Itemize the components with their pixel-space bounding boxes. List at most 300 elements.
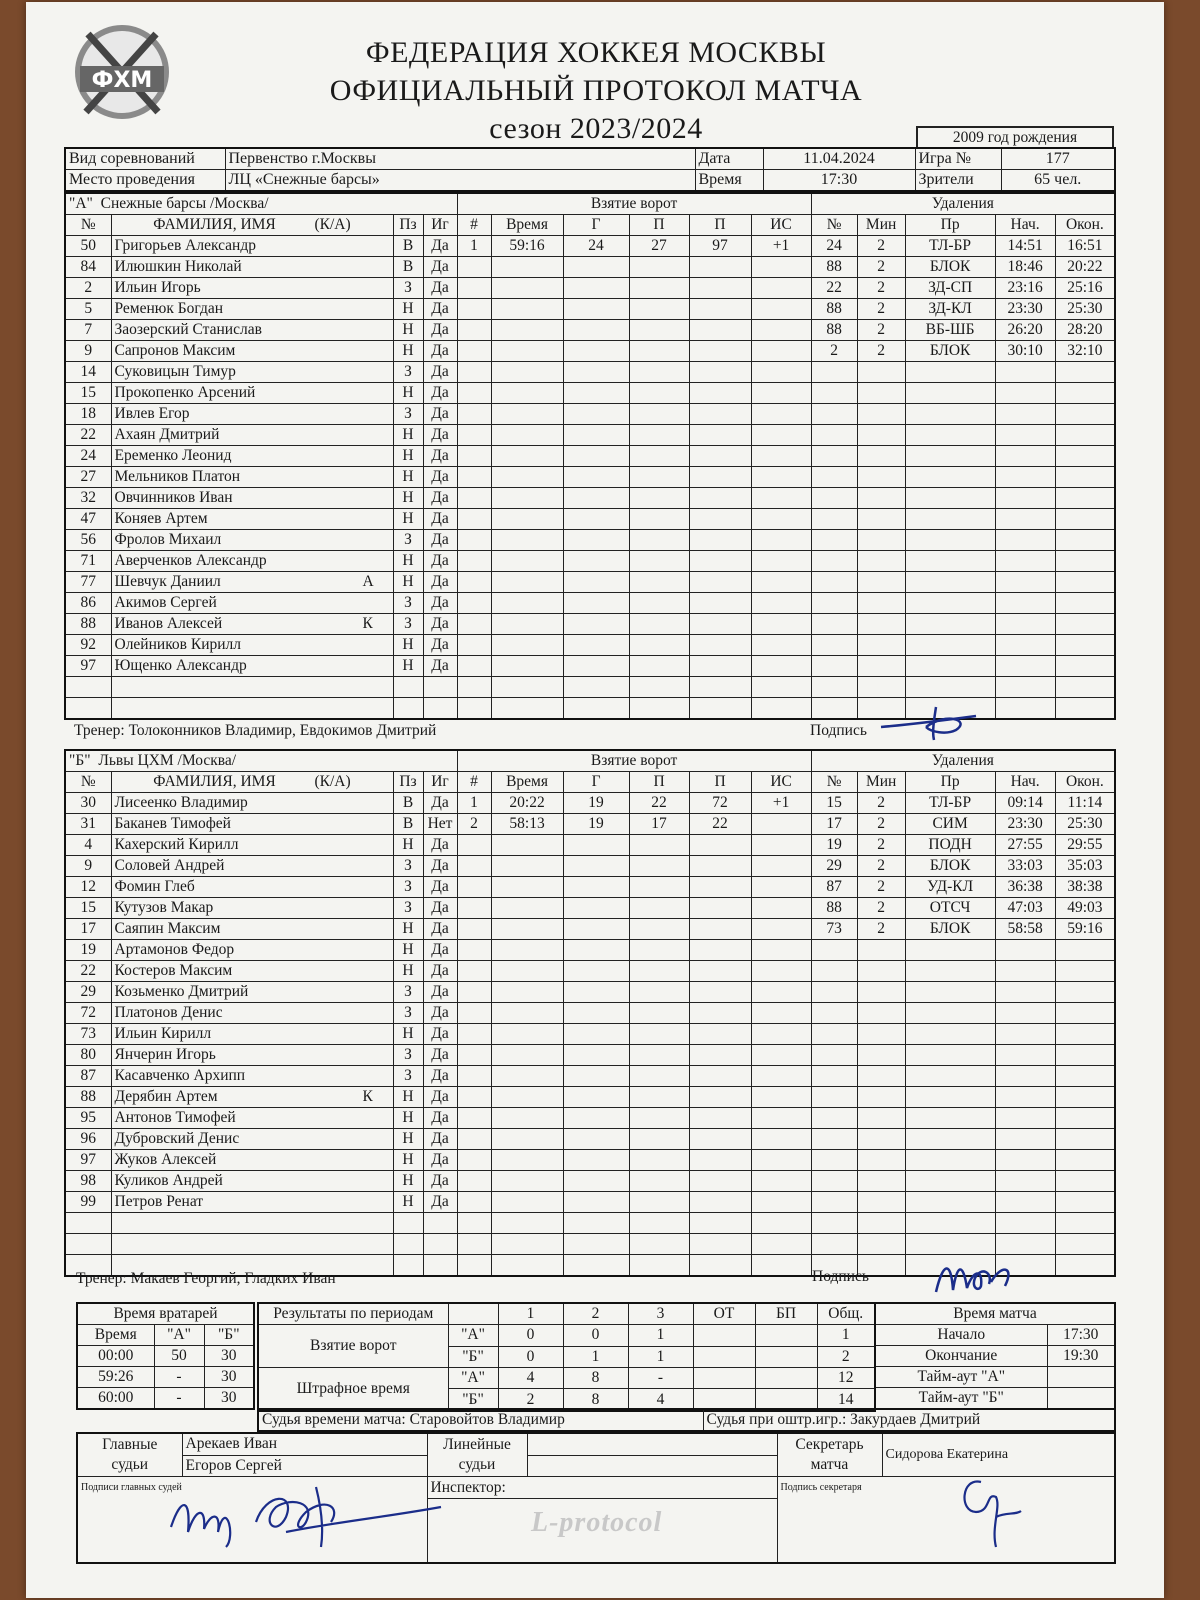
- linesman-2: [527, 1455, 777, 1477]
- goal-scorer: [563, 1003, 629, 1024]
- penalty-start: [995, 530, 1055, 551]
- penalty-minutes: [857, 1066, 905, 1087]
- player-cell: [111, 835, 393, 856]
- results-title: Результаты по периодам: [258, 1303, 448, 1325]
- penalty-player: [811, 1129, 857, 1150]
- player-position: З: [393, 362, 423, 383]
- player-number: 86: [65, 593, 111, 614]
- goal-idx: [457, 278, 491, 299]
- penalty-start: 47:03: [995, 898, 1055, 919]
- player-cell: [111, 593, 393, 614]
- goal-time: [491, 898, 563, 919]
- player-position: Н: [393, 1129, 423, 1150]
- team-tag: "Б": [69, 752, 91, 769]
- penalty-end: [1055, 593, 1115, 614]
- table-row: [65, 1087, 1115, 1108]
- watermark: L-protocol: [531, 1507, 663, 1538]
- goal-time: [491, 1171, 563, 1192]
- goal-scorer: [563, 961, 629, 982]
- penalty-minutes: 2: [857, 320, 905, 341]
- penalty-player: 24: [811, 236, 857, 257]
- goal-assist-1: [629, 425, 689, 446]
- penalty-reason: [905, 383, 995, 404]
- penalty-reason: [905, 1024, 995, 1045]
- player-cell: [111, 1087, 393, 1108]
- penalty-start: 23:16: [995, 278, 1055, 299]
- table-row: [65, 341, 1115, 362]
- penalty-player: [811, 404, 857, 425]
- goal-type: [751, 919, 811, 940]
- goal-assist-2: [689, 467, 751, 488]
- team-name: Львы ЦХМ /Москва/: [98, 752, 237, 769]
- penalty-reason: [905, 656, 995, 677]
- col-position: Пз: [393, 215, 423, 236]
- penalty-end: 59:16: [1055, 919, 1115, 940]
- player-number: 14: [65, 362, 111, 383]
- secretary-sig-cell: [777, 1477, 1115, 1564]
- goal-assist-2: [689, 383, 751, 404]
- goal-type: [751, 488, 811, 509]
- goal-type: [751, 509, 811, 530]
- goal-assist-2: [689, 1129, 751, 1150]
- penalties-title: Удаления: [811, 750, 1115, 772]
- player-number: 87: [65, 1066, 111, 1087]
- goal-time: [491, 341, 563, 362]
- table-row: [65, 877, 1115, 898]
- goal-type: [751, 635, 811, 656]
- player-position: [393, 698, 423, 720]
- penalty-start: [995, 635, 1055, 656]
- goal-time: [491, 635, 563, 656]
- table-row: [65, 919, 1115, 940]
- penalty-reason: [905, 467, 995, 488]
- results-p3: 3: [628, 1303, 693, 1325]
- goals-title: Взятие ворот: [457, 750, 811, 772]
- goal-type: [751, 467, 811, 488]
- penalty-minutes: [857, 446, 905, 467]
- goalie-h-time: Время: [77, 1325, 154, 1346]
- player-played: Да: [423, 1192, 457, 1213]
- goal-assist-1: [629, 940, 689, 961]
- goal-type: [751, 341, 811, 362]
- goal-scorer: [563, 835, 629, 856]
- goal-assist-1: [629, 877, 689, 898]
- col-ka: (К/А): [314, 773, 351, 790]
- goal-assist-2: 72: [689, 793, 751, 814]
- player-cell: [111, 299, 393, 320]
- match-end-label: Окончание: [875, 1346, 1047, 1367]
- penalty-end: [1055, 940, 1115, 961]
- player-cell: [111, 446, 393, 467]
- goal-time: [491, 1255, 563, 1277]
- col-pen-min: Мин: [857, 772, 905, 793]
- penalty-reason: [905, 425, 995, 446]
- goalie-row-b: 30: [204, 1388, 254, 1410]
- goal-type: [751, 404, 811, 425]
- goal-time: [491, 1003, 563, 1024]
- table-row: [65, 1150, 1115, 1171]
- player-number: 7: [65, 320, 111, 341]
- goal-scorer: [563, 1066, 629, 1087]
- player-name: Платонов Денис: [114, 1004, 223, 1021]
- goal-assist-2: [689, 1171, 751, 1192]
- penalty-player: [811, 1234, 857, 1255]
- penalty-reason: [905, 488, 995, 509]
- table-row: [65, 656, 1115, 677]
- player-number: 80: [65, 1045, 111, 1066]
- player-name: Прокопенко Арсений: [114, 384, 256, 401]
- penalty-reason: [905, 1108, 995, 1129]
- player-played: Да: [423, 919, 457, 940]
- penalty-end: [1055, 1024, 1115, 1045]
- penalty-start: [995, 1045, 1055, 1066]
- player-number: 29: [65, 982, 111, 1003]
- penalty-minutes: [857, 425, 905, 446]
- goalie-row-b: 30: [204, 1346, 254, 1367]
- penalty-minutes: [857, 1150, 905, 1171]
- player-cell: [111, 341, 393, 362]
- goal-type: [751, 551, 811, 572]
- penalty-minutes: 2: [857, 278, 905, 299]
- goal-scorer: [563, 877, 629, 898]
- goalie-row-a: -: [154, 1367, 204, 1388]
- col-pen-number: №: [811, 772, 857, 793]
- player-number: 22: [65, 961, 111, 982]
- goal-time: [491, 383, 563, 404]
- penalty-player: [811, 467, 857, 488]
- player-name: Коняев Артем: [114, 510, 208, 527]
- player-cell: [111, 1171, 393, 1192]
- goal-assist-1: [629, 383, 689, 404]
- col-assist-2: П: [689, 215, 751, 236]
- goal-idx: [457, 614, 491, 635]
- penalty-start: 18:46: [995, 257, 1055, 278]
- table-row: [65, 572, 1115, 593]
- player-name: Суковицын Тимур: [114, 363, 236, 380]
- player-played: Да: [423, 898, 457, 919]
- col-assist-1: П: [629, 772, 689, 793]
- goal-time: [491, 1213, 563, 1234]
- player-played: [423, 1213, 457, 1234]
- goal-scorer: [563, 551, 629, 572]
- penalty-reason: [905, 1045, 995, 1066]
- player-played: Да: [423, 635, 457, 656]
- goal-type: [751, 898, 811, 919]
- goal-time: 58:13: [491, 814, 563, 835]
- match-start-label: Начало: [875, 1325, 1047, 1346]
- player-played: Да: [423, 1087, 457, 1108]
- player-position: Н: [393, 1192, 423, 1213]
- player-name: Козьменко Дмитрий: [114, 983, 249, 1000]
- player-cell: [111, 1108, 393, 1129]
- penalty-reason: [905, 1150, 995, 1171]
- player-name: Фомин Глеб: [114, 878, 195, 895]
- penalty-end: 20:22: [1055, 257, 1115, 278]
- penalty-minutes: [857, 593, 905, 614]
- player-played: Да: [423, 467, 457, 488]
- player-number: 5: [65, 299, 111, 320]
- goal-scorer: 19: [563, 814, 629, 835]
- penalty-minutes: [857, 656, 905, 677]
- player-played: [423, 677, 457, 698]
- team-name: Снежные барсы /Москва/: [100, 195, 269, 212]
- table-row: [65, 425, 1115, 446]
- game-label: Игра №: [915, 148, 1001, 170]
- penalty-start: [995, 1003, 1055, 1024]
- goal-type: [751, 383, 811, 404]
- player-name: Жуков Алексей: [114, 1151, 217, 1168]
- penalty-minutes: [857, 614, 905, 635]
- penalty-end: [1055, 982, 1115, 1003]
- line-refs-label-2: судьи: [458, 1456, 496, 1473]
- team-a-coach: Толоконников Владимир, Евдокимов Дмитрий: [128, 722, 437, 739]
- penalty-reason: [905, 404, 995, 425]
- player-position: Н: [393, 572, 423, 593]
- timeout-b: [1047, 1388, 1115, 1410]
- goal-idx: [457, 677, 491, 698]
- goal-idx: [457, 1024, 491, 1045]
- goal-assist-2: [689, 530, 751, 551]
- penalty-reason: [905, 446, 995, 467]
- team-b-coach: Макаев Георгий, Гладких Иван: [130, 1270, 336, 1287]
- goal-assist-2: 22: [689, 814, 751, 835]
- penalty-end: 25:16: [1055, 278, 1115, 299]
- goal-assist-1: [629, 509, 689, 530]
- goal-idx: [457, 961, 491, 982]
- penalty-reason: [905, 982, 995, 1003]
- goal-assist-2: [689, 320, 751, 341]
- table-row: [65, 1192, 1115, 1213]
- goal-assist-1: 17: [629, 814, 689, 835]
- goal-time: [491, 856, 563, 877]
- player-cell: [111, 236, 393, 257]
- player-number: 47: [65, 509, 111, 530]
- penalty-player: 2: [811, 341, 857, 362]
- penalty-minutes: [857, 488, 905, 509]
- player-position: З: [393, 982, 423, 1003]
- goal-time: [491, 614, 563, 635]
- penalty-end: 29:55: [1055, 835, 1115, 856]
- penalty-minutes: [857, 1087, 905, 1108]
- goal-assist-1: [629, 656, 689, 677]
- pen-a-total: 12: [817, 1368, 875, 1389]
- goal-scorer: [563, 1087, 629, 1108]
- player-cell: [111, 1003, 393, 1024]
- goal-assist-2: [689, 982, 751, 1003]
- goal-scorer: [563, 1045, 629, 1066]
- penalty-player: [811, 982, 857, 1003]
- goal-type: [751, 1234, 811, 1255]
- goal-time: [491, 1234, 563, 1255]
- goal-idx: [457, 320, 491, 341]
- player-played: Да: [423, 1066, 457, 1087]
- goal-type: [751, 982, 811, 1003]
- goal-scorer: [563, 698, 629, 720]
- goal-time: [491, 961, 563, 982]
- match-start: 17:30: [1047, 1325, 1115, 1346]
- penalty-player: [811, 1024, 857, 1045]
- penalty-player: [811, 1045, 857, 1066]
- goal-type: +1: [751, 793, 811, 814]
- goal-idx: [457, 425, 491, 446]
- goal-assist-2: [689, 1108, 751, 1129]
- goal-idx: [457, 551, 491, 572]
- player-position: З: [393, 404, 423, 425]
- goal-idx: [457, 446, 491, 467]
- goal-type: [751, 814, 811, 835]
- goal-assist-1: [629, 299, 689, 320]
- player-played: Да: [423, 362, 457, 383]
- penalty-player: [811, 656, 857, 677]
- penalty-reason: [905, 940, 995, 961]
- table-row: [65, 236, 1115, 257]
- penalty-minutes: [857, 1171, 905, 1192]
- match-time-title: Время матча: [875, 1303, 1115, 1325]
- player-number: 56: [65, 530, 111, 551]
- player-name: Артамонов Федор: [114, 941, 235, 958]
- goal-time: [491, 877, 563, 898]
- player-played: Нет: [423, 814, 457, 835]
- player-played: Да: [423, 488, 457, 509]
- goal-assist-2: [689, 1024, 751, 1045]
- penalty-player: [811, 425, 857, 446]
- goal-idx: [457, 1150, 491, 1171]
- player-played: Да: [423, 1150, 457, 1171]
- penalty-player: [811, 446, 857, 467]
- penalty-end: [1055, 404, 1115, 425]
- penalty-minutes: 2: [857, 236, 905, 257]
- player-name: Иванов Алексей: [114, 615, 223, 632]
- goal-assist-1: [629, 1213, 689, 1234]
- player-name: Саяпин Максим: [114, 920, 221, 937]
- goal-scorer: [563, 383, 629, 404]
- penalty-start: [995, 446, 1055, 467]
- player-number: 15: [65, 898, 111, 919]
- player-number: 92: [65, 635, 111, 656]
- goal-assist-2: 97: [689, 236, 751, 257]
- goal-assist-1: [629, 593, 689, 614]
- player-name: Касавченко Архипп: [114, 1067, 246, 1084]
- player-played: Да: [423, 593, 457, 614]
- player-cell: [111, 982, 393, 1003]
- goal-type: [751, 257, 811, 278]
- table-row: [65, 320, 1115, 341]
- player-played: Да: [423, 257, 457, 278]
- table-row: [65, 1066, 1115, 1087]
- goalie-h-b: "Б": [204, 1325, 254, 1346]
- penalty-reason: [905, 614, 995, 635]
- player-role: А: [362, 573, 374, 590]
- player-played: Да: [423, 1171, 457, 1192]
- col-position: Пз: [393, 772, 423, 793]
- goal-idx: [457, 467, 491, 488]
- goal-idx: [457, 572, 491, 593]
- pen-b-p1: 2: [498, 1389, 563, 1411]
- penalty-player: 88: [811, 898, 857, 919]
- table-row: [65, 1045, 1115, 1066]
- penalty-end: [1055, 362, 1115, 383]
- goal-type: [751, 1024, 811, 1045]
- goal-assist-1: [629, 835, 689, 856]
- goal-idx: [457, 1192, 491, 1213]
- goal-idx: [457, 982, 491, 1003]
- penalty-reason: УД-КЛ: [905, 877, 995, 898]
- goals-b-p2: 1: [563, 1346, 628, 1368]
- penalty-player: [811, 677, 857, 698]
- player-number: [65, 1213, 111, 1234]
- penalty-start: 36:38: [995, 877, 1055, 898]
- penalty-minutes: [857, 1045, 905, 1066]
- goal-idx: [457, 1108, 491, 1129]
- player-position: З: [393, 614, 423, 635]
- inspector-label: Инспектор:: [430, 1478, 506, 1496]
- table-row: [65, 814, 1115, 835]
- goal-assist-1: [629, 488, 689, 509]
- player-number: 4: [65, 835, 111, 856]
- penalty-start: [995, 488, 1055, 509]
- penalty-minutes: [857, 1234, 905, 1255]
- date-label: Дата: [695, 148, 763, 170]
- penalty-reason: ОТСЧ: [905, 898, 995, 919]
- secretary-sig-label: Подпись секретаря: [780, 1482, 862, 1493]
- team-tag: "А": [69, 195, 93, 212]
- player-position: Н: [393, 961, 423, 982]
- player-position: Н: [393, 1150, 423, 1171]
- goal-scorer: 24: [563, 236, 629, 257]
- player-name: Мельников Платон: [114, 468, 241, 485]
- penalty-start: [995, 677, 1055, 698]
- goal-scorer: [563, 919, 629, 940]
- player-name: Олейников Кирилл: [114, 636, 242, 653]
- title-protocol: ОФИЦИАЛЬНЫЙ ПРОТОКОЛ МАТЧА: [329, 74, 863, 107]
- goal-assist-1: [629, 1108, 689, 1129]
- col-goal-time: Время: [491, 215, 563, 236]
- results-team-a: "А": [448, 1325, 498, 1347]
- col-pen-number: №: [811, 215, 857, 236]
- penalty-start: [995, 593, 1055, 614]
- goal-idx: [457, 341, 491, 362]
- penalty-end: 28:20: [1055, 320, 1115, 341]
- col-number: №: [65, 772, 111, 793]
- player-number: 15: [65, 383, 111, 404]
- goal-time: [491, 509, 563, 530]
- penalty-start: [995, 1192, 1055, 1213]
- col-goal-time: Время: [491, 772, 563, 793]
- penalty-reason: [905, 677, 995, 698]
- goalie-row-time: 00:00: [77, 1346, 154, 1367]
- penalty-player: [811, 1066, 857, 1087]
- penalty-judge: Судья при оштр.игр.: Закурдаев Дмитрий: [703, 1409, 1115, 1431]
- player-cell: [111, 677, 393, 698]
- goal-assist-1: [629, 404, 689, 425]
- player-cell: [111, 320, 393, 341]
- player-name: Сапронов Максим: [114, 342, 236, 359]
- goal-type: [751, 1066, 811, 1087]
- penalty-start: [995, 1129, 1055, 1150]
- goal-assist-2: [689, 1045, 751, 1066]
- penalty-end: [1055, 467, 1115, 488]
- penalty-reason: ВБ-ШБ: [905, 320, 995, 341]
- player-position: Н: [393, 1087, 423, 1108]
- col-pen-end: Окон.: [1055, 772, 1115, 793]
- player-cell: [111, 278, 393, 299]
- birth-year: 2009 год рождения: [917, 127, 1113, 149]
- competition: Первенство г.Москвы: [225, 148, 695, 170]
- penalty-player: [811, 961, 857, 982]
- player-number: 19: [65, 940, 111, 961]
- player-number: [65, 677, 111, 698]
- goal-type: [751, 614, 811, 635]
